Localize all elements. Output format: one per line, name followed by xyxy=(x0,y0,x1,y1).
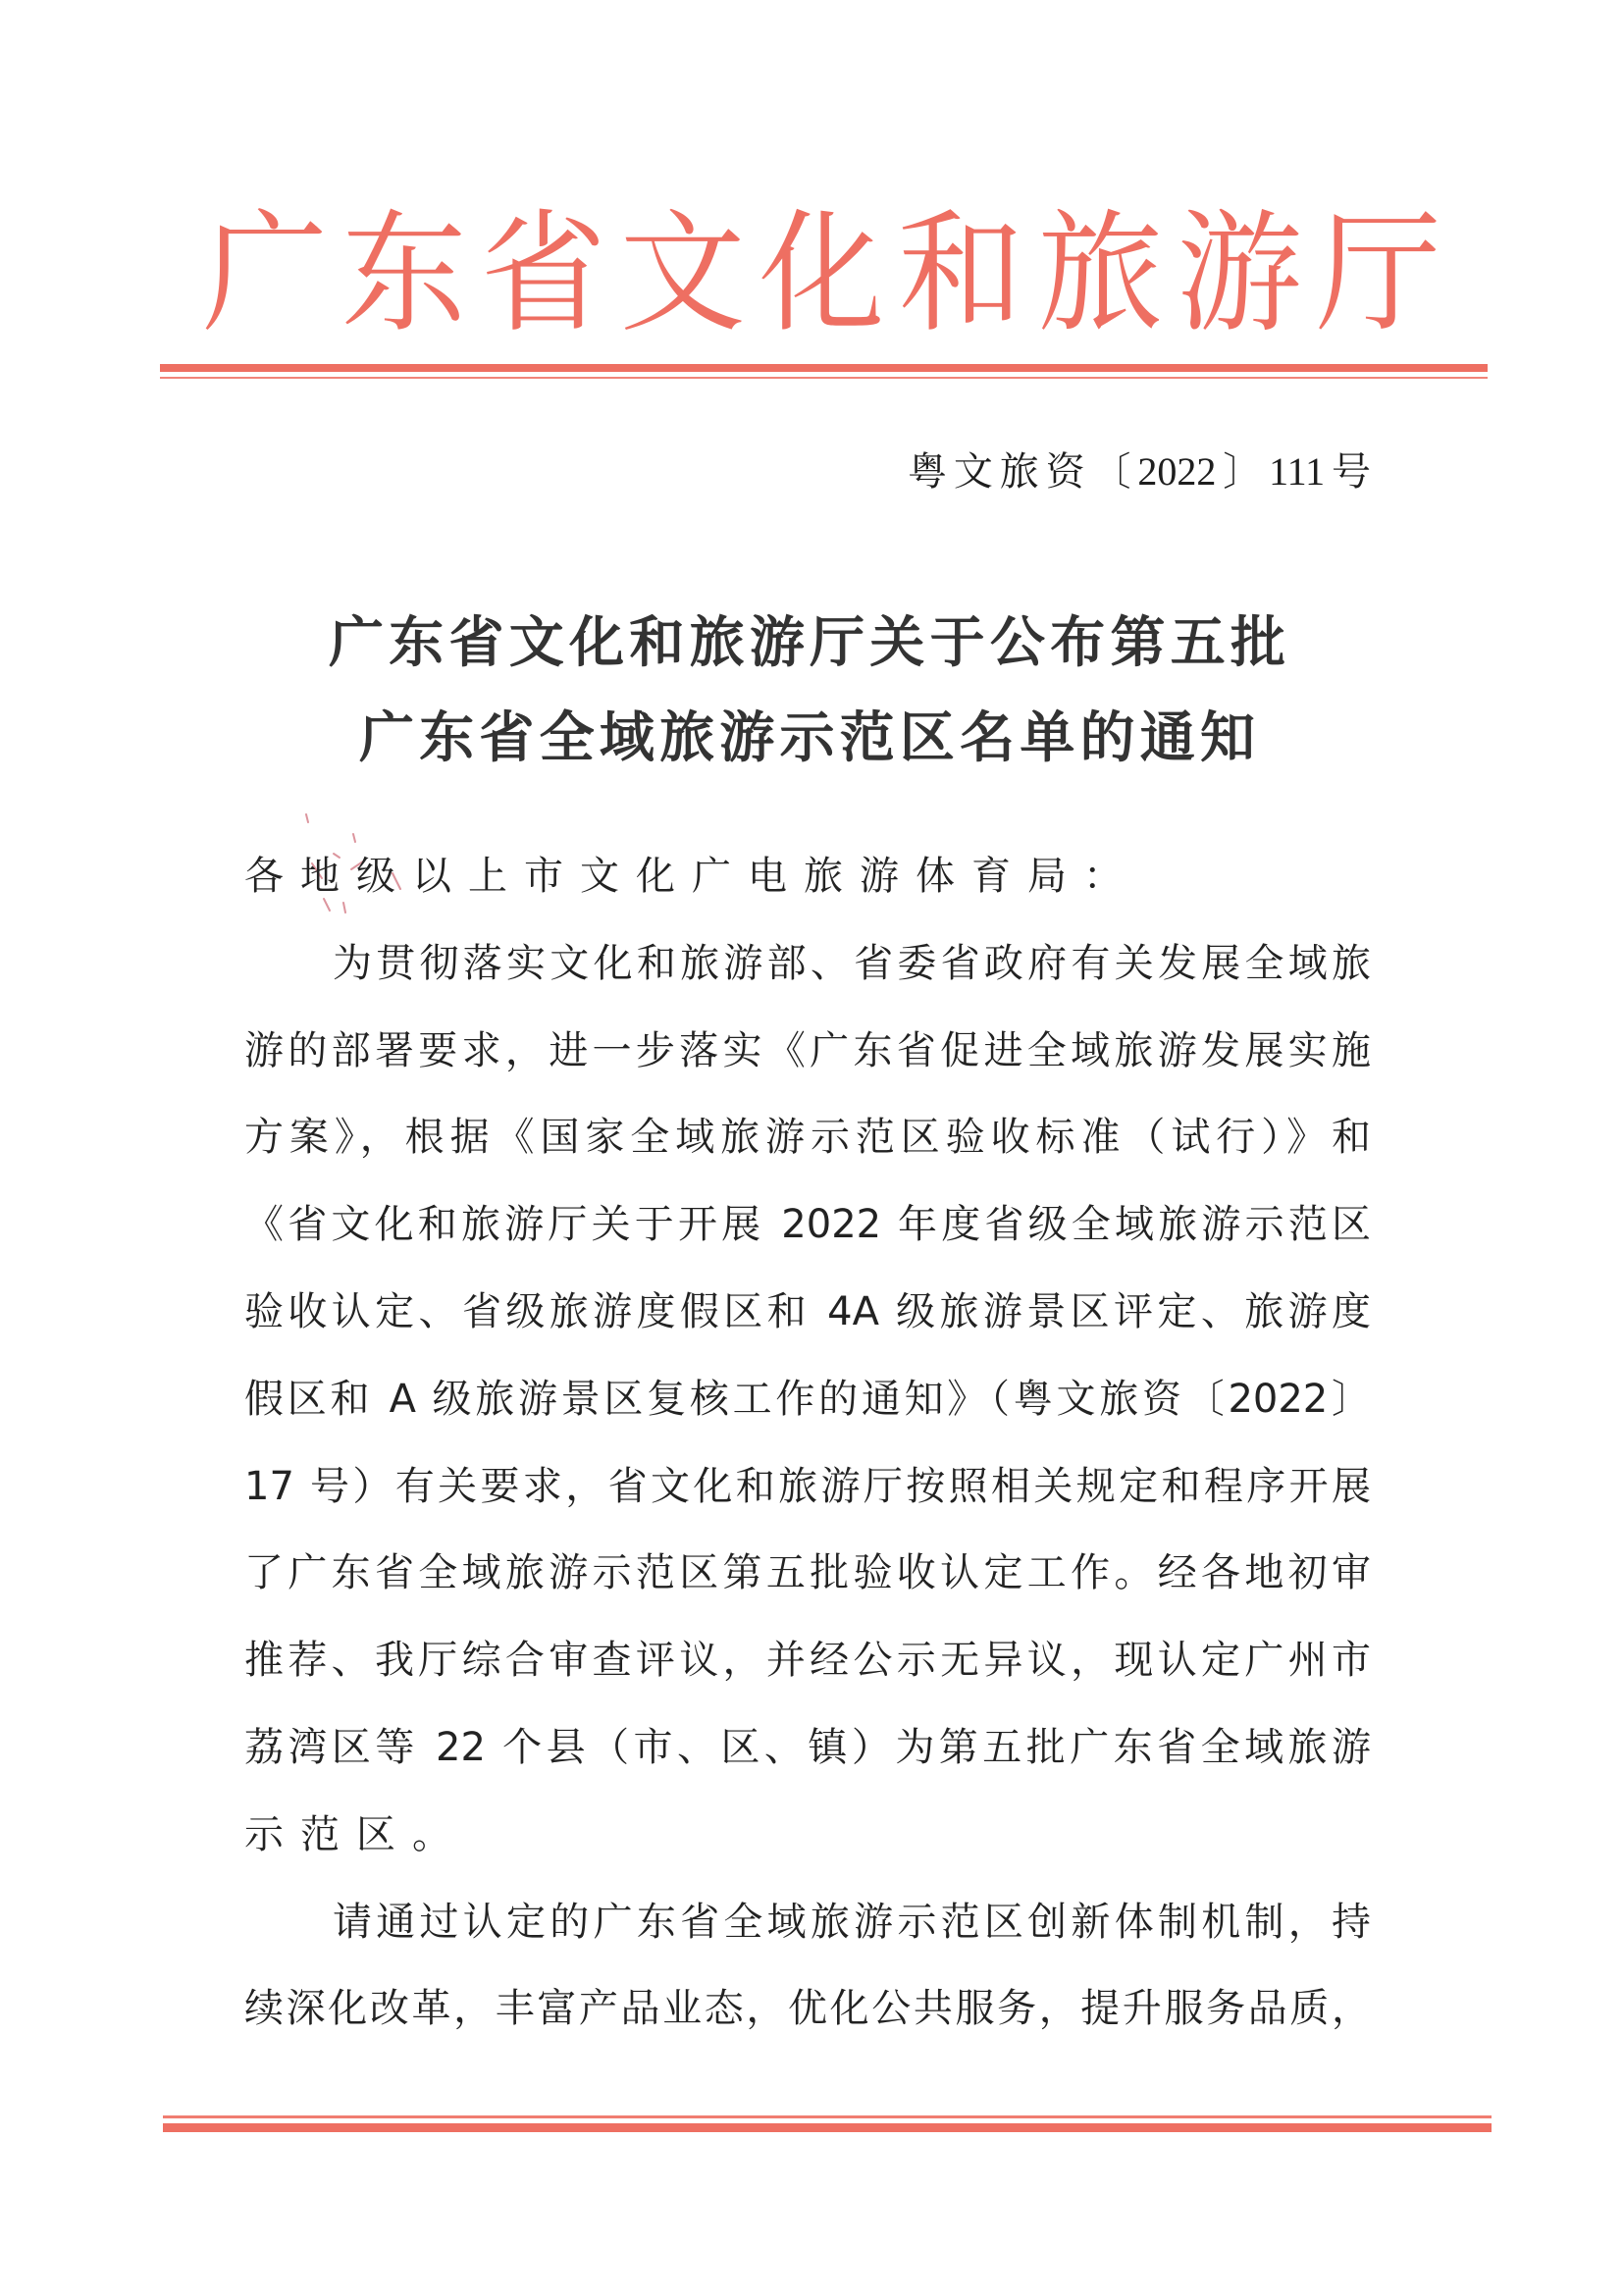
footer-rule-thick xyxy=(163,2123,1492,2132)
letterhead-char: 游 xyxy=(1177,197,1303,351)
letterhead-char: 省 xyxy=(480,197,606,351)
paragraph-line: 《省文化和旅游厅关于开展 2022 年度省级全域旅游示范区 xyxy=(244,1202,1371,1247)
paragraph-line: 假区和 A 级旅游景区复核工作的通知》（粤文旅资〔2022〕 xyxy=(244,1377,1371,1422)
paragraph-line: 推荐、我厅综合审查评议，并经公示无异议，现认定广州市 xyxy=(244,1638,1371,1683)
paragraph-line: 验收认定、省级旅游度假区和 4A 级旅游景区评定、旅游度 xyxy=(244,1289,1371,1334)
paragraph-line: 方案》，根据《国家全域旅游示范区验收标准（试行）》和 xyxy=(244,1115,1371,1160)
letterhead-char: 化 xyxy=(759,197,885,351)
letterhead-title xyxy=(196,197,1447,351)
letterhead-char: 广 xyxy=(201,197,328,351)
footer-rule-thin xyxy=(163,2115,1492,2118)
document-number: 粤文旅资〔2022〕111号 xyxy=(908,449,1371,494)
salutation: 各地级以上市文化广电旅游体育局： xyxy=(244,854,1139,899)
letterhead-char: 厅 xyxy=(1315,197,1441,351)
paragraph-line: 示范区。 xyxy=(244,1812,468,1857)
letterhead-char: 和 xyxy=(898,197,1024,351)
letterhead-char: 旅 xyxy=(1037,197,1164,351)
letterhead-char: 文 xyxy=(619,197,746,351)
paragraph-line: 请通过认定的广东省全域旅游示范区创新体制机制，持 xyxy=(333,1900,1371,1945)
paragraph-line: 荔湾区等 22 个县（市、区、镇）为第五批广东省全域旅游 xyxy=(244,1725,1371,1770)
paragraph-line: 续深化改革，丰富产品业态，优化公共服务，提升服务品质， xyxy=(244,1986,1371,2031)
paragraph-line: 17 号）有关要求，省文化和旅游厅按照相关规定和程序开展 xyxy=(244,1464,1371,1509)
document-title-line-1: 广东省文化和旅游厅关于公布第五批 xyxy=(329,610,1285,675)
paragraph-line: 游的部署要求，进一步落实《广东省促进全域旅游发展实施 xyxy=(244,1028,1371,1073)
letterhead-char: 东 xyxy=(340,197,467,351)
document-title-line-2: 广东省全域旅游示范区名单的通知 xyxy=(359,705,1255,770)
letterhead-rule-thick xyxy=(160,364,1488,372)
paragraph-line: 为贯彻落实文化和旅游部、省委省政府有关发展全域旅 xyxy=(333,941,1371,986)
letterhead-rule-thin xyxy=(160,377,1488,379)
paragraph-line: 了广东省全域旅游示范区第五批验收认定工作。经各地初审 xyxy=(244,1550,1371,1595)
